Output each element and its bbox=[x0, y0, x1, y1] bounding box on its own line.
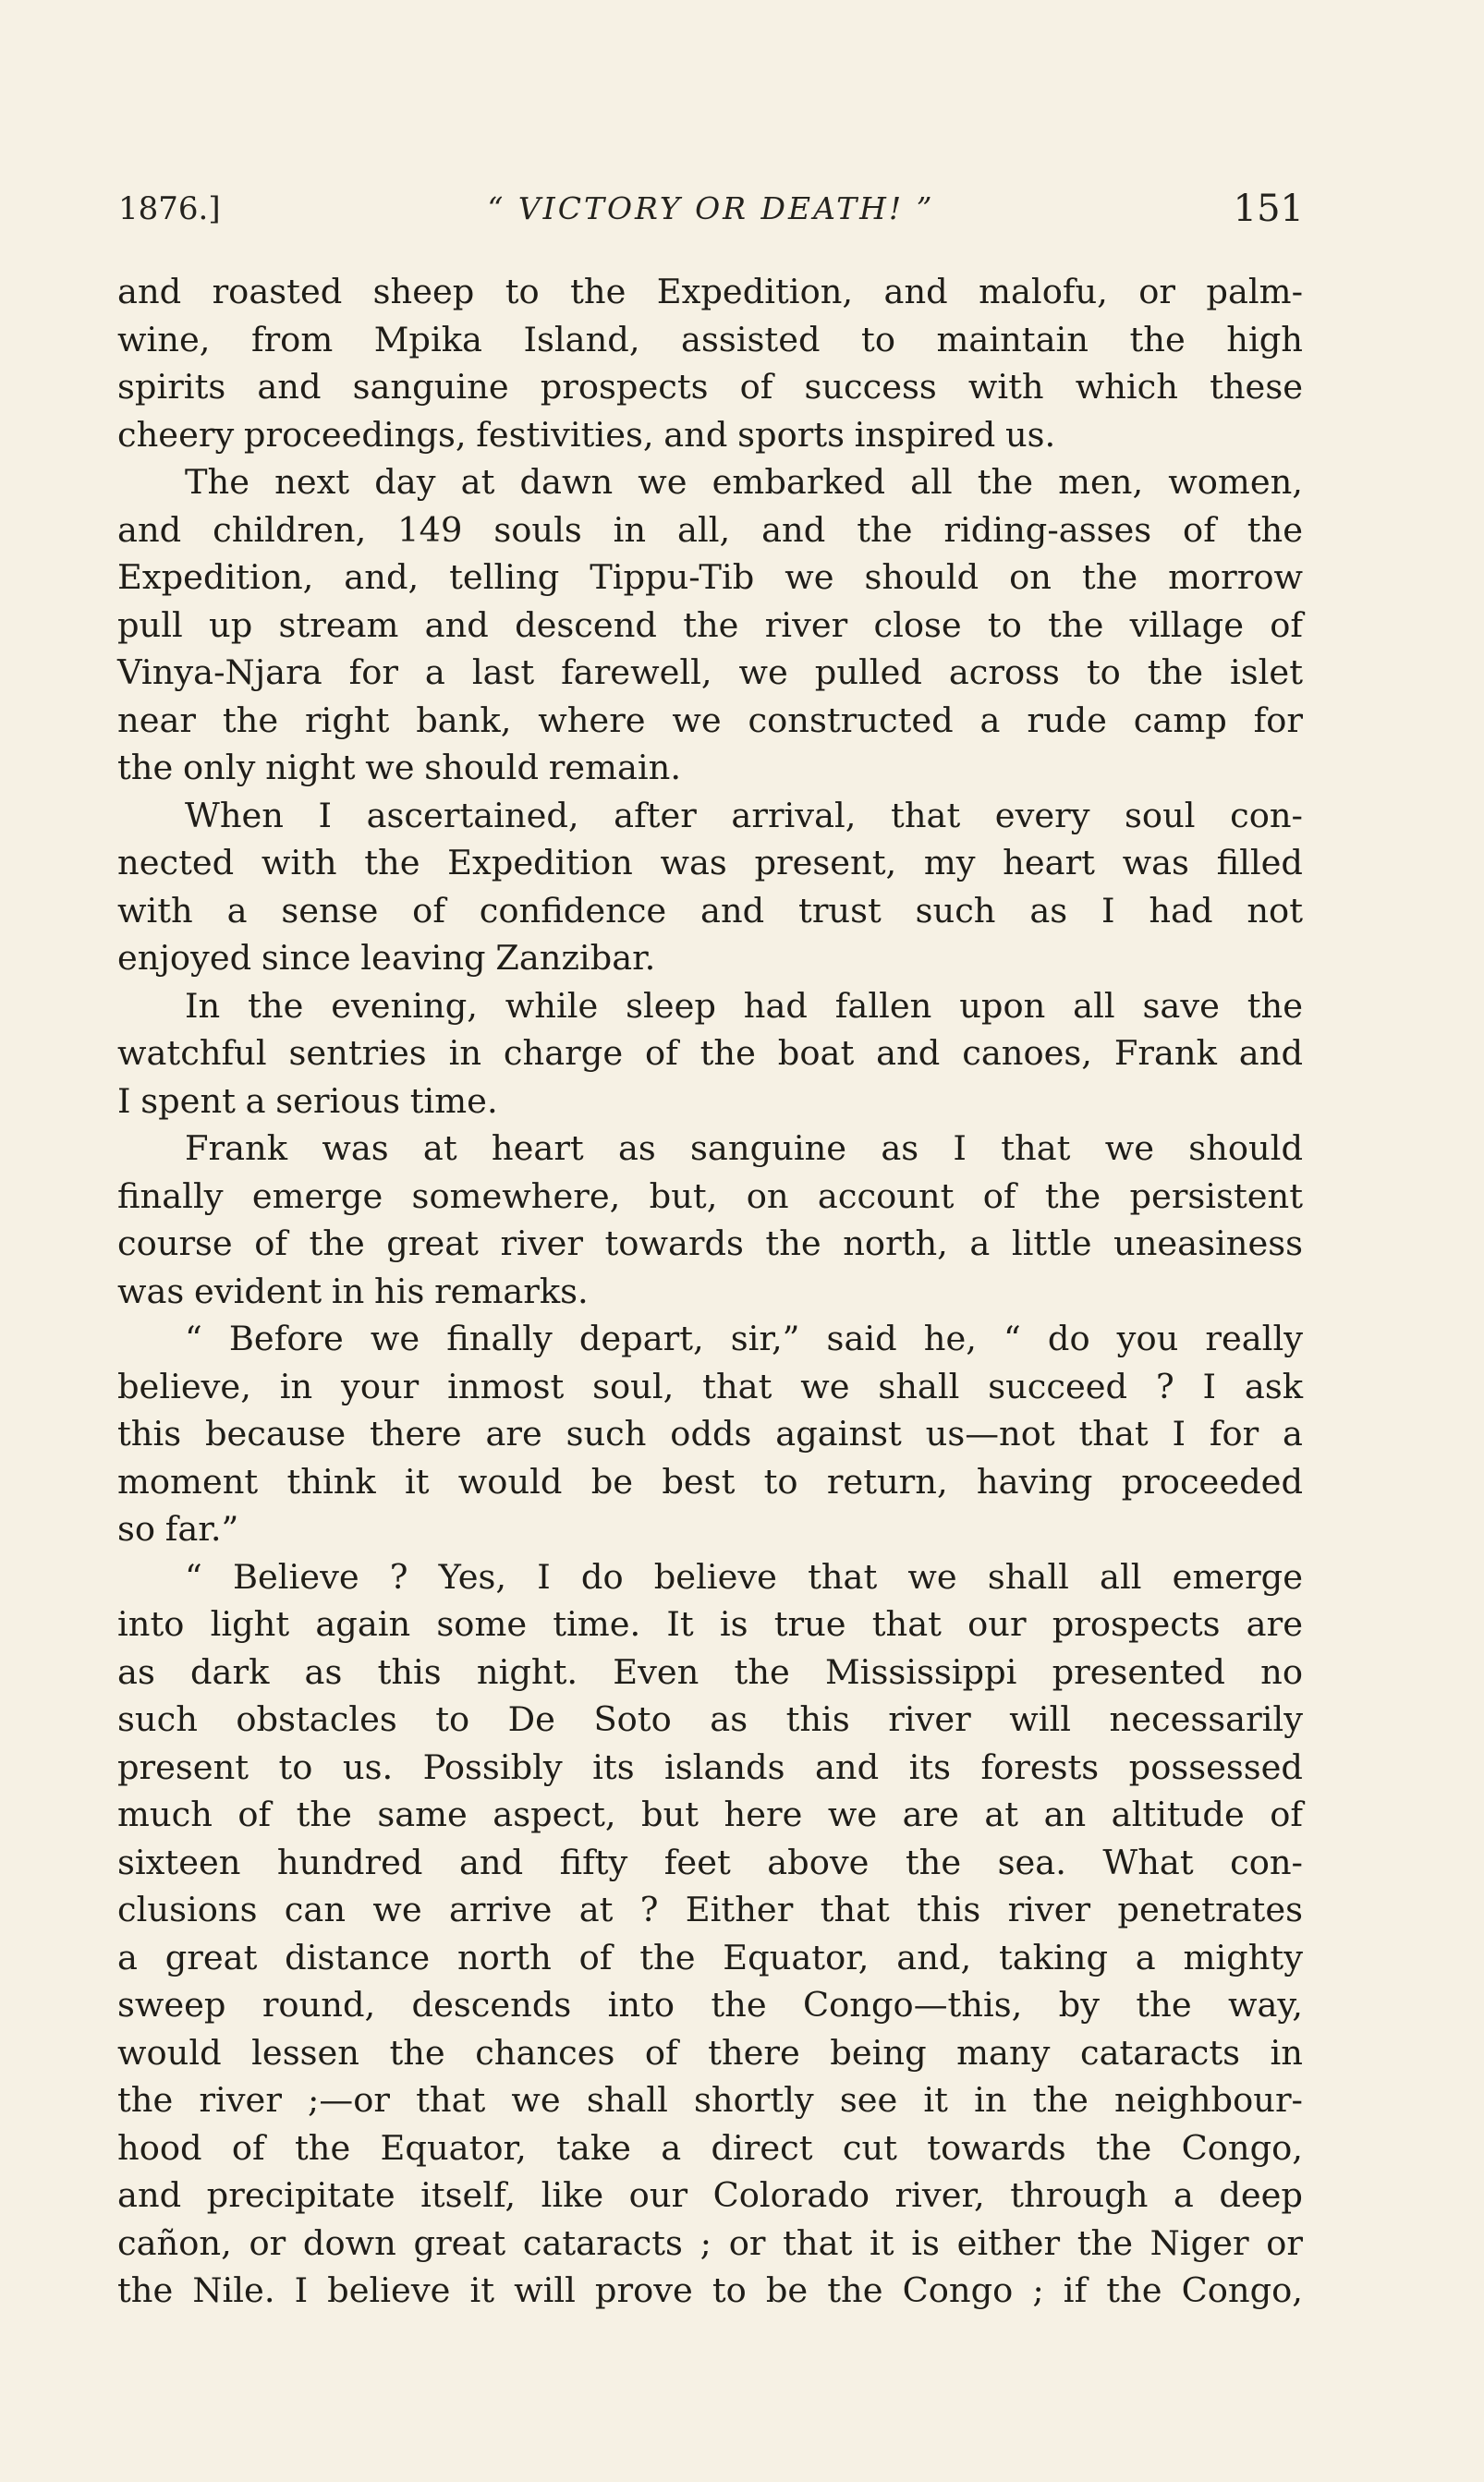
running-head-date: 1876.] bbox=[118, 190, 221, 227]
text-line: “ Believe ? Yes, I do believe that we shall all emerge bbox=[185, 1556, 1303, 1597]
text-line: hood of the Equator, take a direct cut towards the Congo, bbox=[117, 2127, 1303, 2168]
text-line: a great distance north of the Equator, and, taking a mighty bbox=[117, 1937, 1303, 1977]
text-line: the Nile. I believe it will prove to be the Congo ; if the Congo, bbox=[117, 2270, 1303, 2310]
text-line: with a sense of confidence and trust such as I had not bbox=[117, 890, 1303, 931]
text-line: would lessen the chances of there being many cataracts in bbox=[117, 2032, 1303, 2073]
text-line: the river ;—or that we shall shortly see it in the neighbour- bbox=[117, 2080, 1303, 2120]
text-line: was evident in his remarks. bbox=[117, 1271, 589, 1311]
text-line: I spent a serious time. bbox=[117, 1080, 498, 1121]
body-text bbox=[117, 268, 1303, 2315]
text-line: and children, 149 souls in all, and the riding-asses of the bbox=[117, 509, 1303, 550]
text-line: course of the great river towards the north, a little uneasiness bbox=[117, 1223, 1303, 1263]
text-line: and roasted sheep to the Expedition, and malofu, or palm- bbox=[117, 272, 1303, 311]
page-number: 151 bbox=[1233, 188, 1304, 230]
text-line: spirits and sanguine prospects of success with which these bbox=[117, 367, 1303, 407]
text-line: sixteen hundred and fifty feet above the sea. What con- bbox=[117, 1842, 1303, 1882]
text-line: pull up stream and descend the river close to the village of bbox=[117, 604, 1303, 645]
text-line: the only night we should remain. bbox=[117, 748, 682, 787]
text-line: watchful sentries in charge of the boat and canoes, Frank and bbox=[117, 1033, 1303, 1073]
text-line: enjoyed since leaving Zanzibar. bbox=[117, 938, 656, 978]
text-line: so far.” bbox=[117, 1509, 239, 1549]
text-line: “ Before we finally depart, sir,” said he, “ do you really bbox=[185, 1319, 1303, 1358]
text-line: as dark as this night. Even the Mississippi presented no bbox=[117, 1651, 1303, 1692]
text-line: near the right bank, where we constructed a rude camp for bbox=[117, 700, 1303, 740]
text-line: cheery proceedings, festivities, and sports inspired us. bbox=[117, 414, 1056, 455]
text-line: and precipitate itself, like our Colorado river, through a deep bbox=[117, 2175, 1303, 2215]
text-line: believe, in your inmost soul, that we shall succeed ? I ask bbox=[117, 1366, 1303, 1406]
text-line: nected with the Expedition was present, my heart was filled bbox=[117, 843, 1303, 882]
text-line: present to us. Possibly its islands and its forests possessed bbox=[117, 1746, 1303, 1787]
text-line: moment think it would be best to return, having proceeded bbox=[117, 1461, 1303, 1502]
text-line: sweep round, descends into the Congo—this, by the way, bbox=[117, 1985, 1303, 2025]
text-line: When I ascertained, after arrival, that every soul con- bbox=[185, 795, 1303, 835]
text-line: clusions can we arrive at ? Either that this river penetrates bbox=[117, 1890, 1303, 1929]
text-line: much of the same aspect, but here we are at an altitude of bbox=[117, 1795, 1303, 1834]
text-line: The next day at dawn we embarked all the men, women, bbox=[185, 462, 1303, 502]
text-line: Vinya-Njara for a last farewell, we pulled across to the islet bbox=[117, 652, 1303, 692]
text-line: into light again some time. It is true that our prospects are bbox=[117, 1604, 1303, 1644]
running-head bbox=[118, 183, 1304, 235]
text-line: Frank was at heart as sanguine as I that we should bbox=[185, 1128, 1303, 1168]
text-line: finally emerge somewhere, but, on account of the persistent bbox=[117, 1175, 1303, 1216]
text-line: cañon, or down great cataracts ; or that it is either the Niger or bbox=[117, 2222, 1303, 2263]
text-line: such obstacles to De Soto as this river will necessarily bbox=[117, 1699, 1303, 1739]
running-head-title: “ VICTORY OR DEATH! ” bbox=[487, 190, 935, 226]
text-line: Expedition, and, telling Tippu-Tib we should on the morrow bbox=[117, 557, 1303, 597]
text-line: wine, from Mpika Island, assisted to maintain the high bbox=[117, 319, 1303, 359]
text-line: In the evening, while sleep had fallen upon all save the bbox=[185, 985, 1303, 1026]
text-line: this because there are such odds against us—not that I for a bbox=[117, 1414, 1303, 1454]
